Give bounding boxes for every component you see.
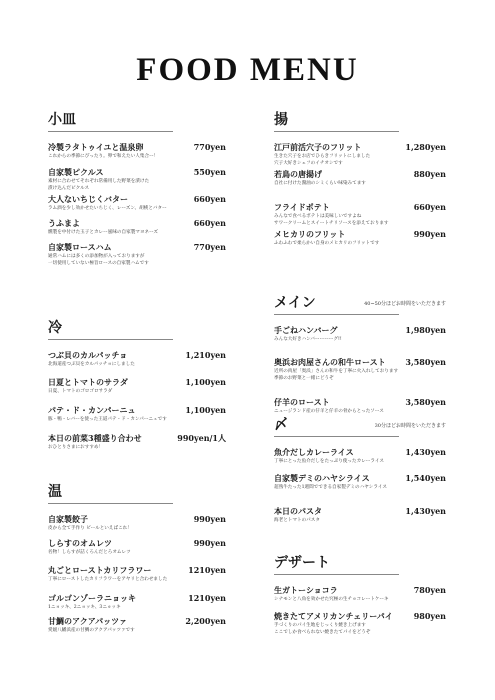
menu-item	[274, 611, 446, 636]
menu-title: FOOD MENU	[136, 52, 359, 88]
section-divider	[48, 339, 173, 340]
menu-item-price: 660yen	[413, 202, 446, 212]
menu-item-price: 1210yen	[188, 593, 226, 603]
section-divider	[48, 503, 173, 504]
menu-item	[48, 405, 226, 423]
menu-item-price: 1,280yen	[405, 142, 446, 152]
menu-item-price: 1,540yen	[405, 473, 446, 483]
menu-item	[274, 473, 446, 491]
menu-item-price: 1,430yen	[405, 447, 446, 457]
menu-item-description: 丁寧にとった魚介だしをたっぷり使ったカレーライス	[274, 459, 384, 464]
menu-section	[48, 484, 226, 633]
menu-item	[48, 167, 226, 192]
menu-item-line	[274, 611, 446, 622]
menu-item	[274, 506, 446, 524]
menu-item-price: 1210yen	[188, 565, 226, 575]
menu-item-line	[274, 142, 446, 153]
menu-item-description: ニュージランド産の仔羊と仔羊の骨からとったソース	[274, 409, 384, 414]
menu-item-line	[48, 218, 226, 229]
menu-item-price: 990yen/1人	[177, 433, 226, 443]
menu-item-price: 1,210yen	[185, 350, 226, 360]
section-divider	[274, 314, 399, 315]
menu-item-line	[274, 585, 446, 596]
section-title: 揚	[274, 112, 288, 128]
section-divider	[274, 436, 399, 437]
menu-item-description: 愛媛八幡浜産の甘鯛のアクアパッツァです	[48, 628, 135, 633]
menu-item-line	[48, 433, 226, 444]
menu-item	[48, 616, 226, 634]
menu-item	[274, 202, 446, 227]
menu-item-price: 660yen	[193, 194, 226, 204]
menu-item	[48, 194, 226, 212]
menu-section	[274, 417, 446, 523]
menu-item-name: 魚介だしカレーライス	[274, 447, 354, 457]
menu-item-price: 1,100yen	[185, 405, 226, 415]
menu-item-line	[48, 377, 226, 388]
section-note: 40~50分ほどお時間をいただきます	[364, 301, 446, 307]
menu-item-description: 1ニョッキ、2ニョッキ、3ニョッキ	[48, 605, 121, 610]
menu-item-price: 3,580yen	[405, 397, 446, 407]
section-divider	[48, 131, 173, 132]
menu-item-line	[48, 167, 226, 178]
menu-item-price: 1,980yen	[405, 325, 446, 335]
menu-item	[274, 142, 446, 167]
menu-item-price: 780yen	[413, 585, 446, 595]
menu-item-price: 990yen	[413, 229, 446, 239]
menu-item-name: 冷製ラタトゥイユと温泉卵	[48, 142, 144, 152]
menu-item-line	[274, 229, 446, 240]
menu-item-line	[274, 397, 446, 408]
menu-section	[274, 555, 446, 635]
menu-item-line	[274, 447, 446, 458]
menu-item	[274, 447, 446, 465]
section-title: 小皿	[48, 112, 76, 128]
menu-item	[48, 593, 226, 611]
menu-item-description: 北海道産つぶ貝をカルパッチョにしました	[48, 362, 135, 367]
menu-item-description: 通常ハムには多くの添加物が入っておりますが	[48, 254, 145, 259]
section-title: 冷	[48, 320, 62, 336]
menu-item	[48, 377, 226, 395]
menu-item-price: 770yen	[193, 242, 226, 252]
menu-item-line	[274, 357, 446, 368]
menu-item-price: 770yen	[193, 142, 226, 152]
menu-item	[274, 169, 446, 187]
menu-item	[48, 433, 226, 451]
menu-item-description: これからの季節にぴったり。卵で和えたい人集合ー！	[48, 154, 159, 159]
menu-item-name: 甘鯛のアクアパッツァ	[48, 616, 128, 626]
menu-item-name: 仔羊のロースト	[274, 397, 330, 407]
menu-item-name: 大人ないちじくバター	[48, 194, 128, 204]
menu-item-name: うふまよ	[48, 218, 80, 228]
menu-item-description: ふわふわで柔らかい自身のメヒカリのフリットです	[274, 241, 380, 246]
menu-item-description: 漬け込んだピクルス	[48, 186, 90, 191]
menu-item-price: 990yen	[193, 514, 226, 524]
menu-item	[48, 142, 226, 160]
menu-section	[48, 320, 226, 450]
menu-item	[48, 242, 226, 267]
menu-item-price: 550yen	[193, 167, 226, 177]
menu-item	[48, 538, 226, 556]
menu-item-price: 1,100yen	[185, 377, 226, 387]
menu-item-description: シナモンと八角を効かせた究極の生チョコレートケーキ	[274, 597, 389, 602]
menu-item-description: みんな大好きハンバーーーーグ!!	[274, 337, 342, 342]
menu-item-name: 自家製デミのハヤシライス	[274, 473, 370, 483]
menu-item-name: しらすのオムレツ	[48, 538, 112, 548]
menu-item	[48, 350, 226, 368]
section-title: メイン	[274, 295, 316, 311]
menu-item-description: ここでしか食べられない焼きたてパイをどうぞ	[274, 630, 371, 635]
menu-item-description: 手づくりのパイ生地をじっくり焼き上げます	[274, 623, 366, 628]
menu-item-line	[48, 616, 226, 627]
section-header	[48, 320, 226, 346]
menu-item-description: 皮から全て手作り ビールといえばこれ！	[48, 526, 132, 531]
section-header	[274, 417, 446, 443]
menu-item-name: 手ごねハンバーグ	[274, 325, 338, 335]
menu-item-price: 1,430yen	[405, 506, 446, 516]
menu-item-name: 生ガトーショコラ	[274, 585, 338, 595]
menu-item-line	[48, 405, 226, 416]
menu-item	[48, 514, 226, 532]
menu-item-description: 豚・鴨・レバーを使った王道パテ・ド・カンパーニュです	[48, 417, 167, 422]
menu-item-line	[48, 142, 226, 153]
menu-item	[48, 218, 226, 236]
menu-item-description: 穴子大好きシェフのイチオシです	[274, 161, 343, 166]
menu-item-line	[48, 514, 226, 525]
menu-item-description: 日夏、トマトのゴロゴロサラダ	[48, 389, 113, 394]
menu-item-name: 自家製ピクルス	[48, 167, 104, 177]
menu-item-name: 本日の前菜3種盛り合わせ	[48, 433, 142, 443]
menu-item-description: 超熟牛たった1週間でできる自家製デミのハヤシライス	[274, 485, 387, 490]
menu-item-line	[274, 506, 446, 517]
menu-item-name: つぶ貝のカルパッチョ	[48, 350, 128, 360]
section-header	[274, 295, 446, 321]
menu-item-price: 880yen	[413, 169, 446, 179]
menu-item-description: おひとりさまにおすすめ！	[48, 445, 104, 450]
menu-item-line	[274, 169, 446, 180]
menu-item-name: 奥浜お肉屋さんの和牛ロースト	[274, 357, 386, 367]
menu-item-line	[48, 194, 226, 205]
menu-item-name: 本日のパスタ	[274, 506, 322, 516]
section-header	[274, 555, 446, 581]
menu-item-name: 自家製餃子	[48, 514, 88, 524]
menu-item-description: みんなで食べるポテトは美味しいですよね	[274, 214, 362, 219]
menu-item-description: 季節のお野菜と一緒にどうぞ	[274, 376, 334, 381]
menu-item-description: 燻製を中付けた玉子とカレー風味の自家製マヨネーズ	[48, 230, 159, 235]
menu-item-line	[48, 565, 226, 576]
section-header	[48, 484, 226, 510]
menu-item-line	[48, 593, 226, 604]
menu-section	[274, 295, 446, 414]
menu-item-name: 日夏とトマトのサラダ	[48, 377, 128, 387]
menu-item-name: フライドポテト	[274, 202, 330, 212]
menu-item-line	[48, 538, 226, 549]
menu-item-price: 980yen	[413, 611, 446, 621]
menu-item	[274, 585, 446, 603]
section-divider	[274, 131, 399, 132]
section-header	[274, 112, 446, 138]
menu-item	[48, 565, 226, 583]
menu-item-line	[274, 202, 446, 213]
menu-item-name: 自家製ロースハム	[48, 242, 112, 252]
menu-item-description: 一切使用していない極旨ロースの自家製ハムです	[48, 261, 149, 266]
menu-section	[48, 112, 226, 266]
menu-item	[274, 325, 446, 343]
menu-item-description: 海老とトマトのパスタ	[274, 518, 320, 523]
menu-item-price: 660yen	[193, 218, 226, 228]
section-divider	[274, 574, 399, 575]
menu-item-line	[48, 242, 226, 253]
menu-item	[274, 357, 446, 382]
menu-item-description: サワークリームとスイートチリソースを添えております	[274, 221, 389, 226]
menu-item-price: 3,580yen	[405, 357, 446, 367]
menu-item-price: 2,200yen	[185, 616, 226, 626]
section-title: 〆	[274, 417, 288, 433]
menu-item-name: ゴルゴンゾーラニョッキ	[48, 593, 136, 603]
menu-item-name: メヒカリのフリット	[274, 229, 346, 239]
menu-item-description: 丁寧にローストしたカリフラワーをアヤリと合わせました	[48, 577, 168, 582]
menu-item-price: 990yen	[193, 538, 226, 548]
menu-item-description: 素材に合わせてそれぞれ常備用した野菜を漬けた	[48, 179, 150, 184]
menu-item-description: 自社に付けた醤油のシミくらい味染みてます	[274, 181, 366, 186]
menu-section	[274, 112, 446, 246]
menu-item-description: 生きた穴子をお店でひらきフリットにしました	[274, 154, 371, 159]
menu-item-description: 名物！しらすが詰くろんだとろオムレツ	[48, 550, 131, 555]
menu-item-name: 焼きたてアメリカンチェリーパイ	[274, 611, 393, 621]
menu-item	[274, 397, 446, 415]
section-title: 温	[48, 484, 62, 500]
section-title: デザート	[274, 555, 330, 571]
menu-item-line	[274, 473, 446, 484]
menu-item-name: 若鳥の唐揚げ	[274, 169, 322, 179]
menu-item-description: 近所の肉屋「奥浜」さんの和牛を丁寧に火入れしております	[274, 369, 399, 374]
menu-item	[274, 229, 446, 247]
menu-item-name: 江戸前活穴子のフリット	[274, 142, 362, 152]
menu-item-name: 丸ごとローストカリフラワー	[48, 565, 152, 575]
section-note: 30分ほどお時間をいただきます	[374, 423, 446, 429]
section-header	[48, 112, 226, 138]
menu-item-description: ラム酒を少し効かせたいちじく、レーズン、胡桃とバター	[48, 206, 167, 211]
menu-item-line	[48, 350, 226, 361]
menu-item-line	[274, 325, 446, 336]
menu-item-name: パテ・ド・カンパーニュ	[48, 405, 136, 415]
